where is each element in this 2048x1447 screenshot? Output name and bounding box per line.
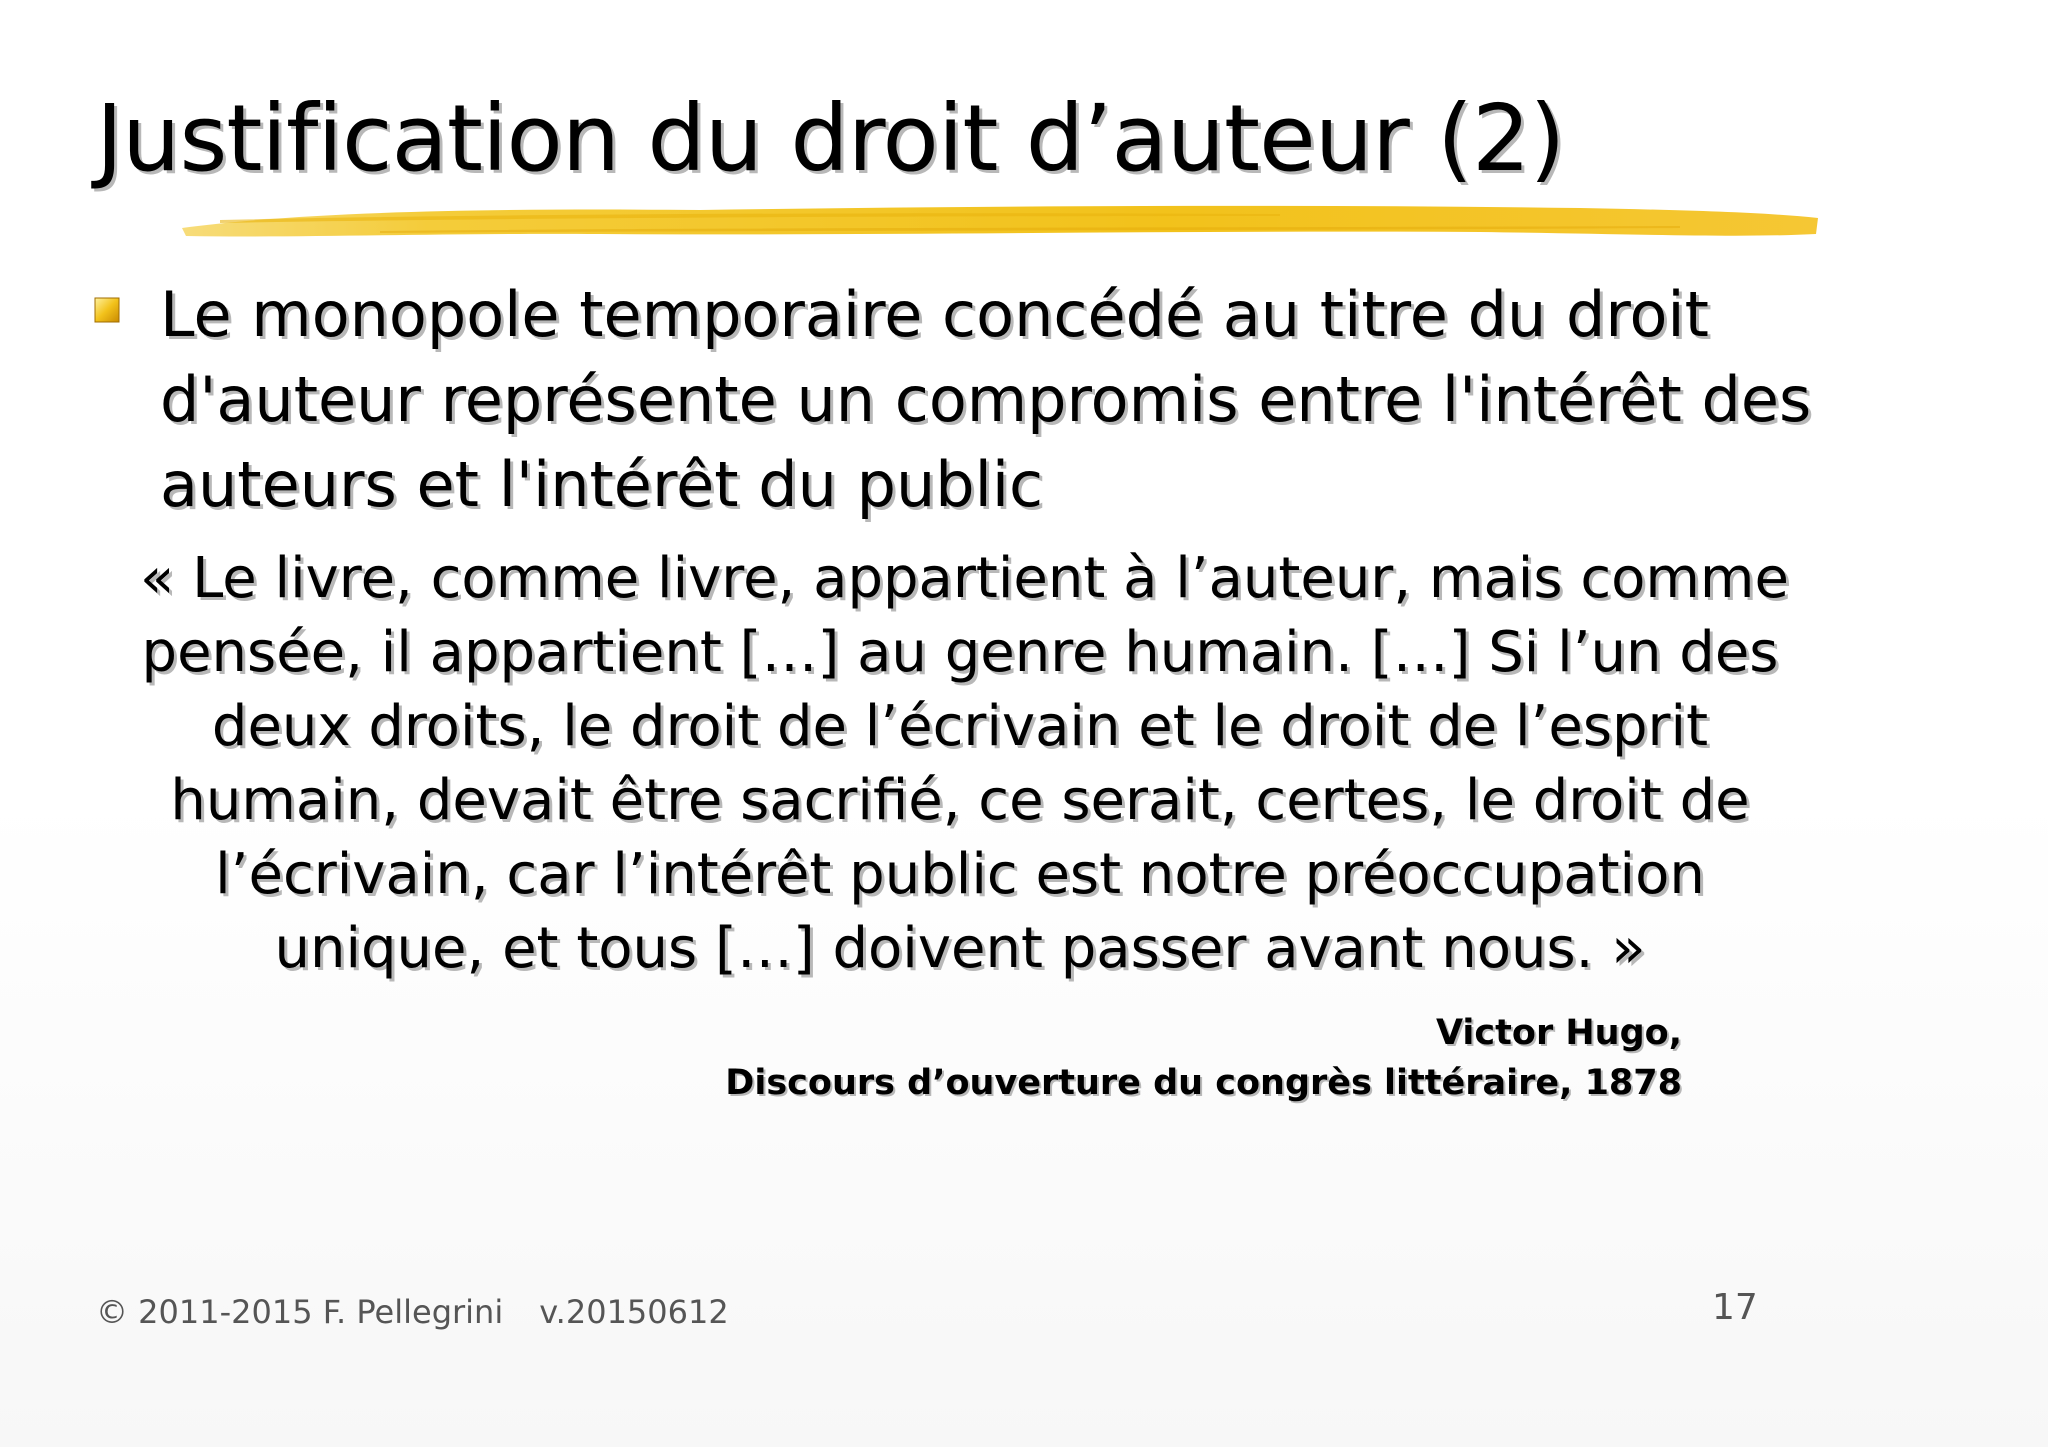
brush-underline-icon — [180, 198, 1820, 244]
page-number: 17 — [1712, 1287, 1758, 1328]
footer-version: v.20150612 — [539, 1293, 729, 1331]
quote-line: pensée, il appartient […] au genre humain. […] Si l’un des — [141, 620, 1779, 685]
square-bullet-icon — [94, 297, 120, 323]
attribution-author: Victor Hugo, — [1435, 1013, 1682, 1053]
footer-credits — [96, 1292, 729, 1332]
quote-line: unique, et tous […] doivent passer avant nous. » — [274, 916, 1646, 981]
attribution-source: Discours d’ouverture du congrès littéraire, 1878 — [725, 1063, 1682, 1103]
footer-copyright: © 2011-2015 F. Pellegrini — [96, 1293, 504, 1331]
quote-line: « Le livre, comme livre, appartient à l’auteur, mais comme — [140, 546, 1789, 611]
bullet-line: auteurs et l'intérêt du public — [160, 448, 1044, 521]
slide-title: Justification du droit d’auteur (2) — [96, 85, 1565, 192]
quote-line: humain, devait être sacrifié, ce serait, certes, le droit de — [170, 768, 1750, 833]
quote-attribution — [725, 1008, 1682, 1108]
quote-line: l’écrivain, car l’intérêt public est notre préoccupation — [215, 842, 1705, 907]
bullet-line: d'auteur représente un compromis entre l'intérêt des — [160, 363, 1812, 436]
quote-line: deux droits, le droit de l’écrivain et le droit de l’esprit — [211, 694, 1709, 759]
hugo-quote — [120, 542, 1800, 986]
bullet-line: Le monopole temporaire concédé au titre du droit — [160, 278, 1709, 351]
bullet-paragraph — [160, 272, 1812, 527]
